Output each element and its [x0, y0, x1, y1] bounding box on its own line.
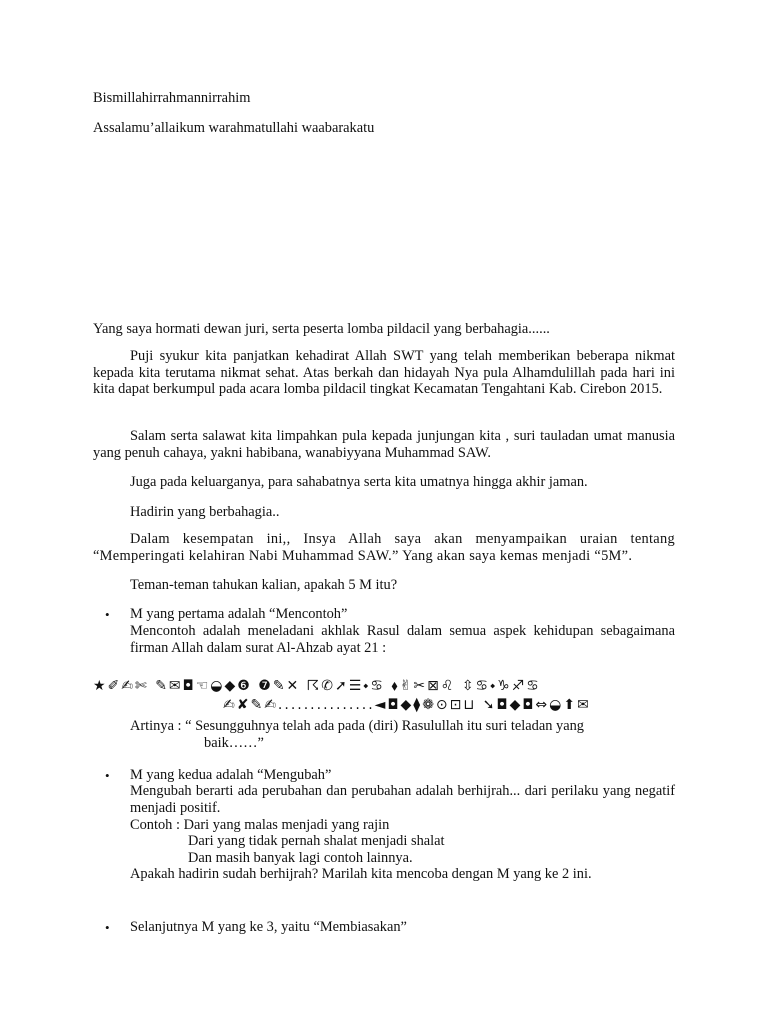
verse-translation-cont: baik……”: [204, 735, 264, 751]
opening-basmalah: Bismillahirrahmannirrahim: [93, 90, 251, 106]
contoh-line-2: Dari yang tidak pernah shalat menjadi shalat: [188, 833, 445, 849]
opening-salam: Assalamu’allaikum warahmatullahi waabarakatu: [93, 120, 375, 136]
arabic-verse-line-1: ★✐✍✄ ✎✉◘☜◒◆❻ ❼✎✕ ☈✆➚☰⬩♋ ⬧✌✂⊠♌ ⇳♋⬩♑♐♋: [93, 678, 541, 694]
paragraph-puji-syukur: Puji syukur kita panjatkan kehadirat Allah SWT yang telah memberikan beberapa nikmat kepada kita terutama nikmat sehat. Atas berkah dan hidayah Nya pula Alhamdulillah pada hari ini kita dapat berkumpul pada acara lomba pildacil tingkat Kecamatan Tengahtani Kab. Cirebon 2015.: [93, 348, 675, 397]
bullet-marker: •: [105, 920, 110, 935]
paragraph-salawat: Salam serta salawat kita limpahkan pula kepada junjungan kita , suri tauladan umat manusia yang penuh cahaya, yakni habibana, wanabiyyana Muhammad SAW.: [93, 428, 675, 461]
verse-translation: Artinya : “ Sesungguhnya telah ada pada (diri) Rasulullah itu suri teladan yang: [130, 718, 584, 734]
paragraph-hadirin: Hadirin yang berbahagia..: [130, 504, 280, 520]
contoh-line-3: Dan masih banyak lagi contoh lainnya.: [188, 850, 413, 866]
contoh-line-1: Contoh : Dari yang malas menjadi yang rajin: [130, 817, 390, 833]
paragraph-kesempatan: Dalam kesempatan ini,, Insya Allah saya akan menyampaikan uraian tentang “Memperingati kelahiran Nabi Muhammad SAW.” Yang akan saya kemas menjadi “5M”.: [93, 531, 675, 564]
m3-title: Selanjutnya M yang ke 3, yaitu “Membiasakan”: [130, 919, 407, 935]
m1-title: M yang pertama adalah “Mencontoh”: [130, 606, 348, 622]
arabic-verse-line-2: ✍✘✎✍...............◄◘◆⧫❁⊙⊡⊔ ➘◘◆◘⇔◒⬆✉: [223, 697, 591, 713]
m2-question: Apakah hadirin sudah berhijrah? Marilah kita mencoba dengan M yang ke 2 ini.: [130, 866, 592, 882]
m1-body: Mencontoh adalah meneladani akhlak Rasul dalam semua aspek kehidupan sebagaimana firman Allah dalam surat Al-Ahzab ayat 21 :: [130, 623, 675, 656]
bullet-marker: •: [105, 607, 110, 622]
m2-body: Mengubah berarti ada perubahan dan perubahan adalah berhijrah... dari perilaku yang negatif menjadi positif.: [130, 783, 675, 816]
paragraph-question-5m: Teman-teman tahukan kalian, apakah 5 M itu?: [130, 577, 398, 593]
m2-title: M yang kedua adalah “Mengubah”: [130, 767, 332, 783]
greeting-line: Yang saya hormati dewan juri, serta peserta lomba pildacil yang berbahagia......: [93, 321, 550, 337]
bullet-marker: •: [105, 768, 110, 783]
paragraph-keluarga: Juga pada keluarganya, para sahabatnya serta kita umatnya hingga akhir jaman.: [130, 474, 588, 490]
